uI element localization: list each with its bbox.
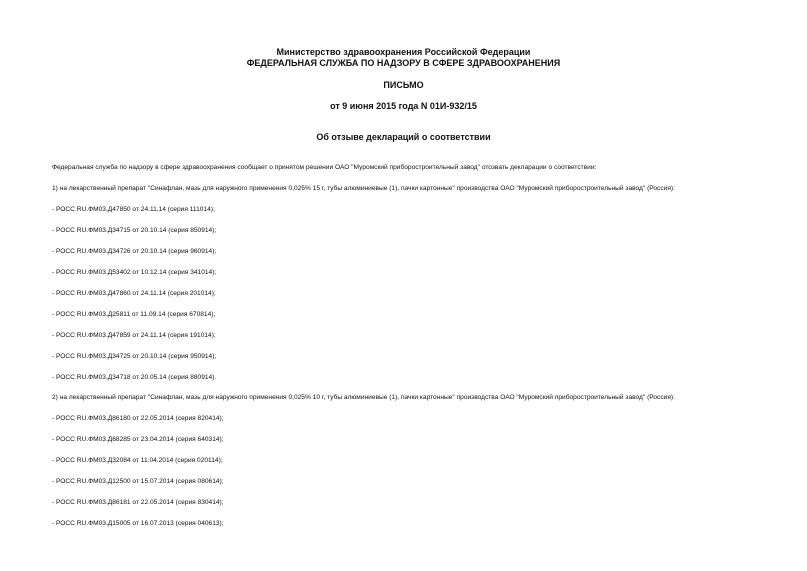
ministry-heading: Министерство здравоохранения Российской Федерации (276, 47, 531, 57)
list-item: - РОСС RU.ФМ03.Д47850 от 24.11.14 (серия 111014); (52, 206, 215, 213)
list-item: - РОСС RU.ФМ03.Д34725 от 20.10.14 (серия 950914); (52, 353, 217, 360)
list-item: - РОСС RU.ФМ03.Д47859 от 24.11.14 (серия 191014); (52, 332, 216, 339)
intro-paragraph: Федеральная служба по надзору в сфере здравоохранения сообщает о принятом решении ОАО "Муромский приборостроительный завод" отозвать декларации о соответствии: (52, 164, 597, 171)
document-date-number: от 9 июня 2015 года N 01И-932/15 (330, 101, 477, 111)
list-item: - РОСС RU.ФМ03.Д15005 от 16.07.2013 (серия 040613); (52, 520, 224, 527)
document-type: ПИСЬМО (383, 80, 424, 90)
list-item: - РОСС RU.ФМ03.Д34718 от 20.05.14 (серия 880914). (52, 374, 217, 381)
list-item: - РОСС RU.ФМ03.Д34715 от 20.10.14 (серия 850914); (52, 227, 217, 234)
list-item: - РОСС RU.ФМ03.Д68285 от 23.04.2014 (серия 640314); (52, 436, 224, 443)
list-item: - РОСС RU.ФМ03.Д34726 от 20.10.14 (серия 960914); (52, 248, 217, 255)
list-item: - РОСС RU.ФМ03.Д32084 от 11.04.2014 (серия 020114); (52, 457, 223, 464)
list-item: - РОСС RU.ФМ03.Д47860 от 24.11.14 (серия 201014); (52, 290, 216, 297)
list-item: - РОСС RU.ФМ03.Д53402 от 10.12.14 (серия 341014); (52, 269, 217, 276)
group2-title: 2) на лекарственный препарат "Синафлан, мазь для наружного применения 0,025% 10 г, тубы алюминиевые (1), пачки картонные" производства ОАО "Муромский приборостроительный завод" (Россия): (52, 394, 675, 401)
document-subject: Об отзыве деклараций о соответствии (316, 132, 491, 142)
list-item: - РОСС RU.ФМ03.Д86180 от 22.05.2014 (серия 820414); (52, 415, 224, 422)
service-heading: ФЕДЕРАЛЬНАЯ СЛУЖБА ПО НАДЗОРУ В СФЕРЕ ЗДРАВООХРАНЕНИЯ (246, 58, 561, 68)
group1-title: 1) на лекарственный препарат "Синафлан, мазь для наружного применения 0,025% 15 г, тубы алюминиевые (1), пачки картонные" производства ОАО "Муромский приборостроительный завод" (Россия): (52, 185, 675, 192)
list-item: - РОСС RU.ФМ03.Д25811 от 11.09.14 (серия 670814); (52, 311, 216, 318)
list-item: - РОСС RU.ФМ03.Д86181 от 22.05.2014 (серия 830414); (52, 499, 224, 506)
list-item: - РОСС RU.ФМ03.Д12500 от 15.07.2014 (серия 080614); (52, 478, 224, 485)
